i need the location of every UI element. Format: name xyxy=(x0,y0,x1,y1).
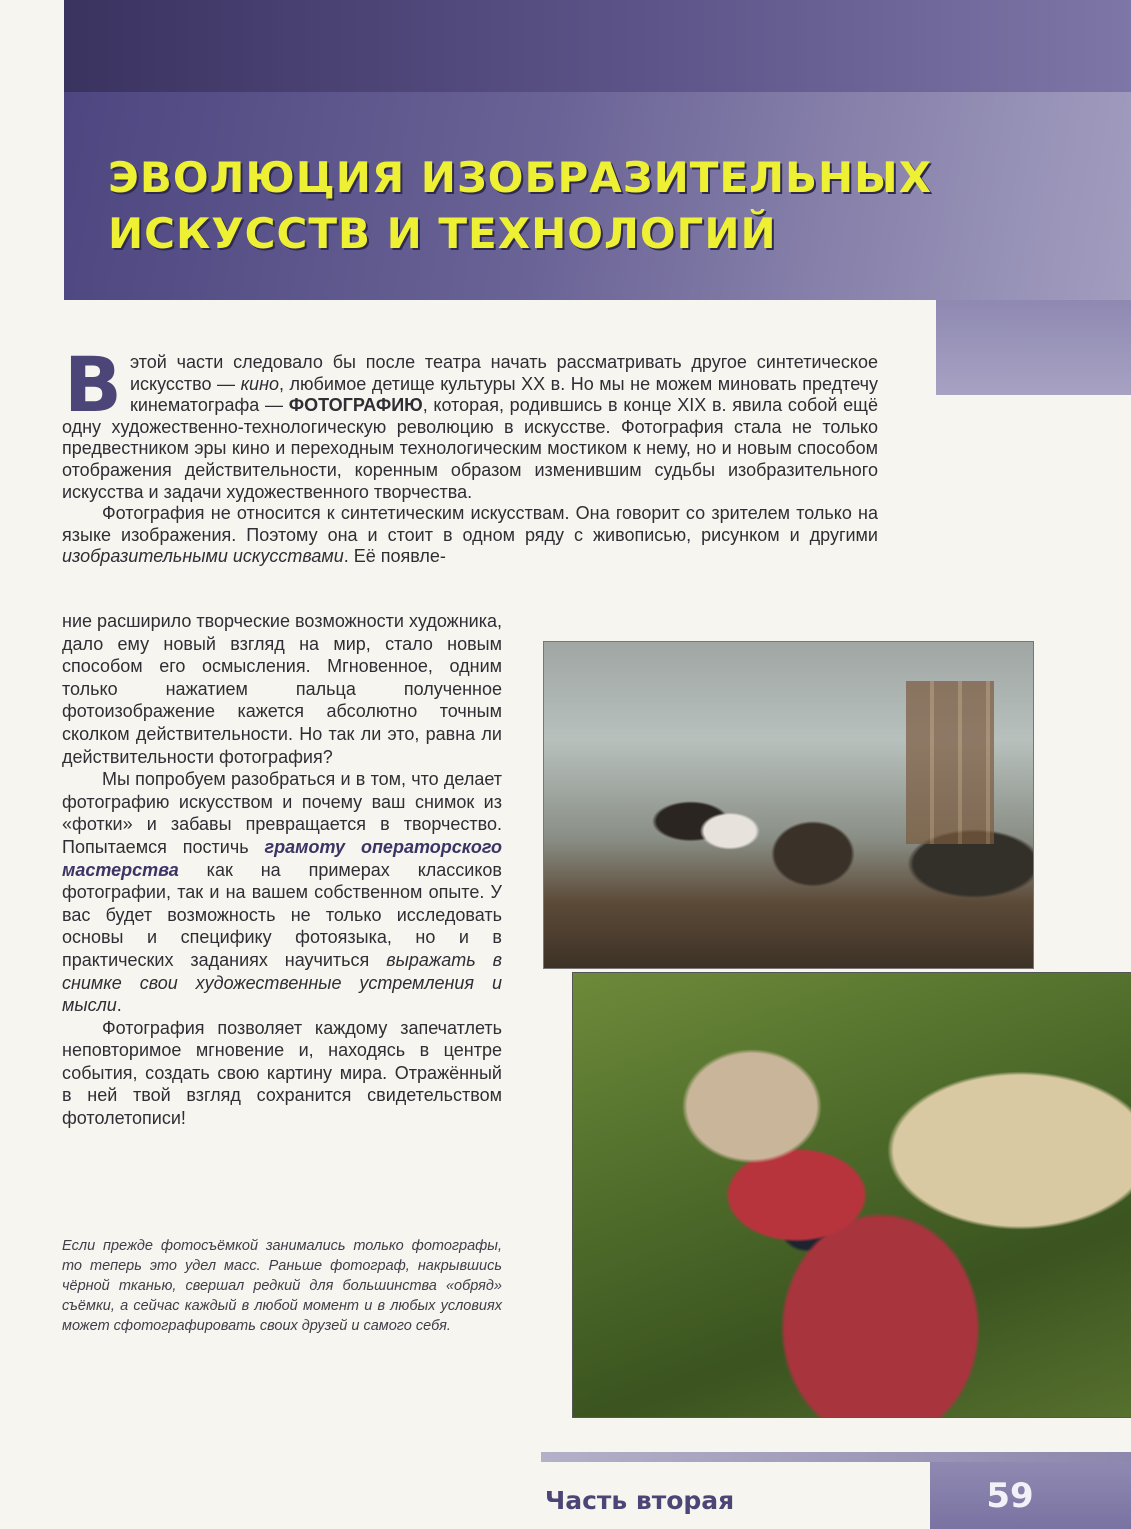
page-number: 59 xyxy=(986,1476,1034,1516)
column-p3-part-b: как на примерах классиков фотографии, так и на вашем собственном опыте. У вас будет возможность не только исследовать основы и специфику фотоязыка, но и в практических заданиях научиться xyxy=(62,859,502,970)
photo-wedding-studio xyxy=(543,641,1034,969)
intro-p1-part-c: , которая, родившись в конце XIX в. явила собой ещё одну художественно-технологическую революцию в искусстве. Фотография стала не только предвестником эры кино и переходным технологическим мостиком к нему, но и новым способом отображения действительности, коренным образом изменившим судьбы изобразительного искусства и задачи художественного творчества. xyxy=(62,395,878,502)
photo-caption: Если прежде фотосъёмкой занимались только фотографы, то теперь это удел масс. Раньше фотограф, накрывшись чёрной тканью, свершал редкий для большинства «обряд» съёмки, а сейчас каждый в любой момент и в любых условиях может сфотографировать своих друзей и самого себя. xyxy=(62,1238,502,1334)
intro-p1-foto: ФОТОГРАФИЮ xyxy=(288,395,423,416)
intro-p1-part-a: этой части следовало бы после театра начать рассматривать другое синтетическое искусство — xyxy=(129,352,878,394)
intro-p1-kino: кино xyxy=(240,373,279,394)
intro-p2-emphasis: изобразительными искусствами xyxy=(62,546,344,567)
column-p3-part-c: . xyxy=(116,995,122,1016)
column-p3-part-a: Мы попробуем разобраться и в том, что делает фотографию искусством и почему ваш снимок из «фотки» и забавы превращается в творчество. Попытаемся постичь xyxy=(62,769,502,857)
page-title xyxy=(108,150,932,262)
footer-part-label: Часть вторая xyxy=(545,1486,735,1515)
column-paragraph-4: Фотография позволяет каждому запечатлеть неповторимое мгновение и, находясь в центре события, создать свою картину мира. Отражённый в ней твой взгляд сохранится свидетельством фотолетописи! xyxy=(62,1017,502,1129)
dropcap: В xyxy=(64,340,122,429)
footer-rule xyxy=(541,1452,1131,1462)
column-paragraph-3 xyxy=(62,768,502,1017)
page-title-line-2: ИСКУССТВ И ТЕХНОЛОГИЙ xyxy=(108,209,777,258)
intro-p2-part-b: . Её появле- xyxy=(343,546,446,567)
intro-paragraph-2 xyxy=(62,503,878,568)
page-title-line-1: ЭВОЛЮЦИЯ ИЗОБРАЗИТЕЛЬНЫХ xyxy=(108,153,933,202)
title-block-tail xyxy=(936,300,1131,395)
photo-girls-camera xyxy=(572,972,1131,1418)
column-p3-strong: грамоту операторского мастерства xyxy=(62,836,502,880)
intro-p1-part-b: , любимое детище культуры XX в. Но мы не можем миновать предтечу кинематографа — xyxy=(129,373,879,416)
intro-p2-part-a: Фотография не относится к синтетическим искусствам. Она говорит со зрителем только на языке изображения. Поэтому она и стоит в одном ряду с живописью, рисунком и другими xyxy=(62,503,878,545)
left-column-text xyxy=(62,610,502,1130)
intro-paragraph-1 xyxy=(62,340,879,503)
column-p3-emphasis: выражать в снимке свои художественные устремления и мысли xyxy=(62,949,502,1016)
intro-text xyxy=(62,340,879,568)
header-band xyxy=(64,0,1131,92)
column-paragraph-continued: ние расширило творческие возможности художника, дало ему новый взгляд на мир, стало новым способом его осмысления. Мгновенное, одним только нажатием пальца полученное фотоизображение кажется абсолютно точным сколком действительности. Но так ли это, равна ли действительности фотография? xyxy=(62,611,502,767)
